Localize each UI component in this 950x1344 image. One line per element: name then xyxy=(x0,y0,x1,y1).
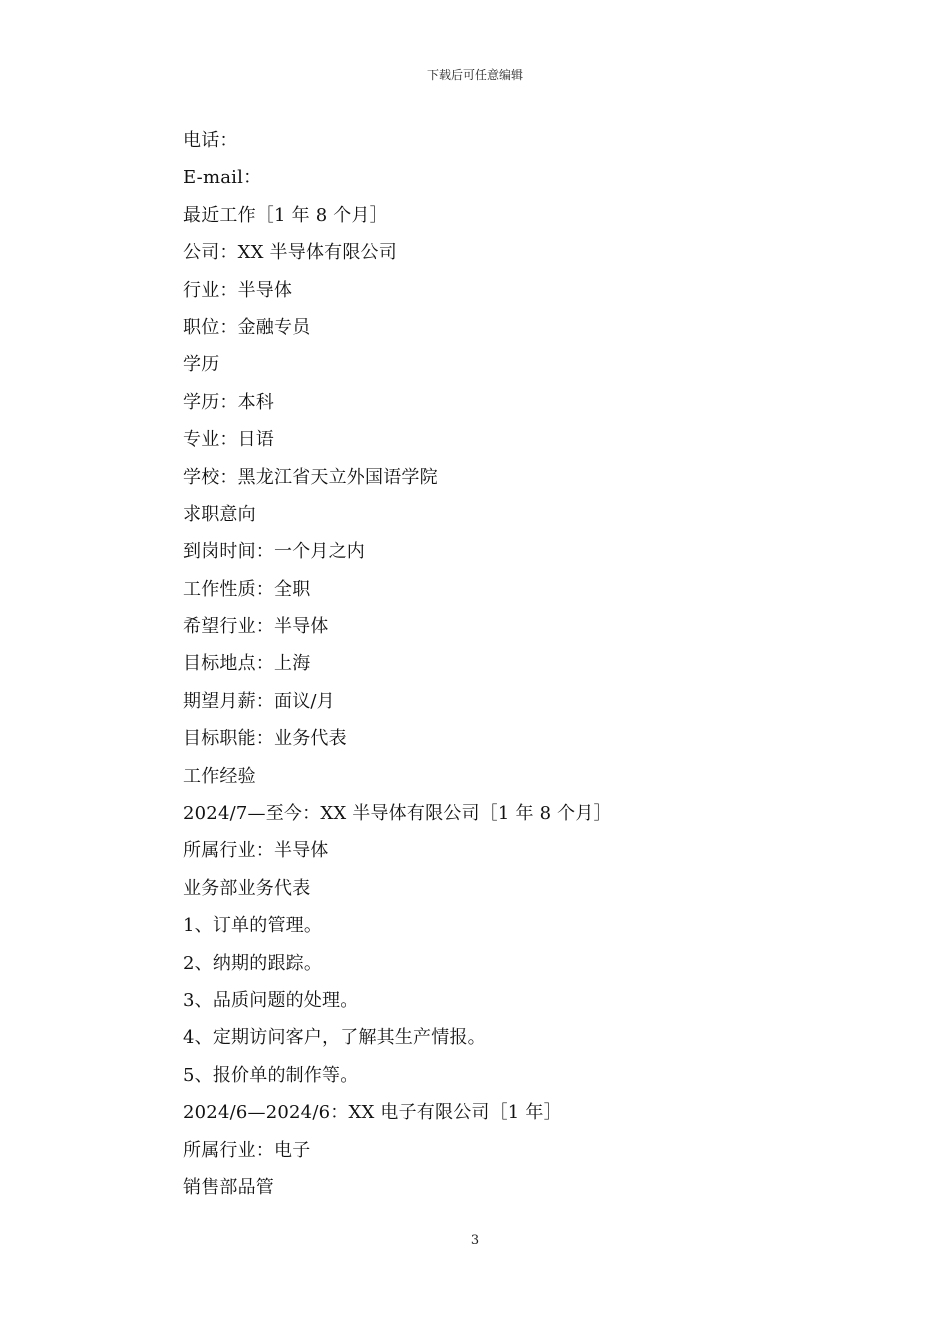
resume-body xyxy=(183,122,823,1206)
degree-line: 学历：本科 xyxy=(183,391,274,413)
desired-industry-line: 希望行业：半导体 xyxy=(183,616,329,638)
education-heading: 学历 xyxy=(183,354,220,376)
page-number: 3 xyxy=(470,1233,480,1248)
target-location-line: 目标地点：上海 xyxy=(183,653,311,675)
school-line: 学校：黑龙江省天立外国语学院 xyxy=(183,466,438,488)
email-line: E-mail： xyxy=(183,167,262,189)
job-intention-heading: 求职意向 xyxy=(183,503,256,525)
job-type-line: 工作性质：全职 xyxy=(183,578,311,600)
duty-item: 1、订单的管理。 xyxy=(183,915,323,937)
major-line: 专业：日语 xyxy=(183,429,274,451)
expected-salary-line: 期望月薪：面议/月 xyxy=(183,690,335,712)
duty-item: 3、品质问题的处理。 xyxy=(183,989,359,1011)
job-entry-2-role: 销售部品管 xyxy=(183,1176,274,1198)
target-function-line: 目标职能：业务代表 xyxy=(183,728,347,750)
job-entry-1-title: 2024/7—至今：XX 半导体有限公司［1 年 8 个月］ xyxy=(183,803,612,825)
duty-item: 4、定期访问客户，了解其生产情报。 xyxy=(183,1027,486,1049)
arrival-time-line: 到岗时间：一个月之内 xyxy=(183,541,365,563)
header-note: 下载后可任意编辑 xyxy=(426,68,523,82)
job-entry-2-industry: 所属行业：电子 xyxy=(183,1139,311,1161)
job-entry-2-title: 2024/6—2024/6：XX 电子有限公司［1 年］ xyxy=(183,1102,562,1124)
phone-line: 电话： xyxy=(183,130,238,151)
duty-item: 2、纳期的跟踪。 xyxy=(183,952,323,974)
industry-line: 行业：半导体 xyxy=(183,279,293,301)
recent-work-heading: 最近工作［1 年 8 个月］ xyxy=(183,204,388,226)
job-entry-1-industry: 所属行业：半导体 xyxy=(183,840,329,862)
job-entry-1-role: 业务部业务代表 xyxy=(183,877,311,899)
duty-item: 5、报价单的制作等。 xyxy=(183,1064,359,1086)
position-line: 职位：金融专员 xyxy=(183,316,311,338)
work-experience-heading: 工作经验 xyxy=(183,765,256,787)
company-line: 公司：XX 半导体有限公司 xyxy=(183,242,397,264)
